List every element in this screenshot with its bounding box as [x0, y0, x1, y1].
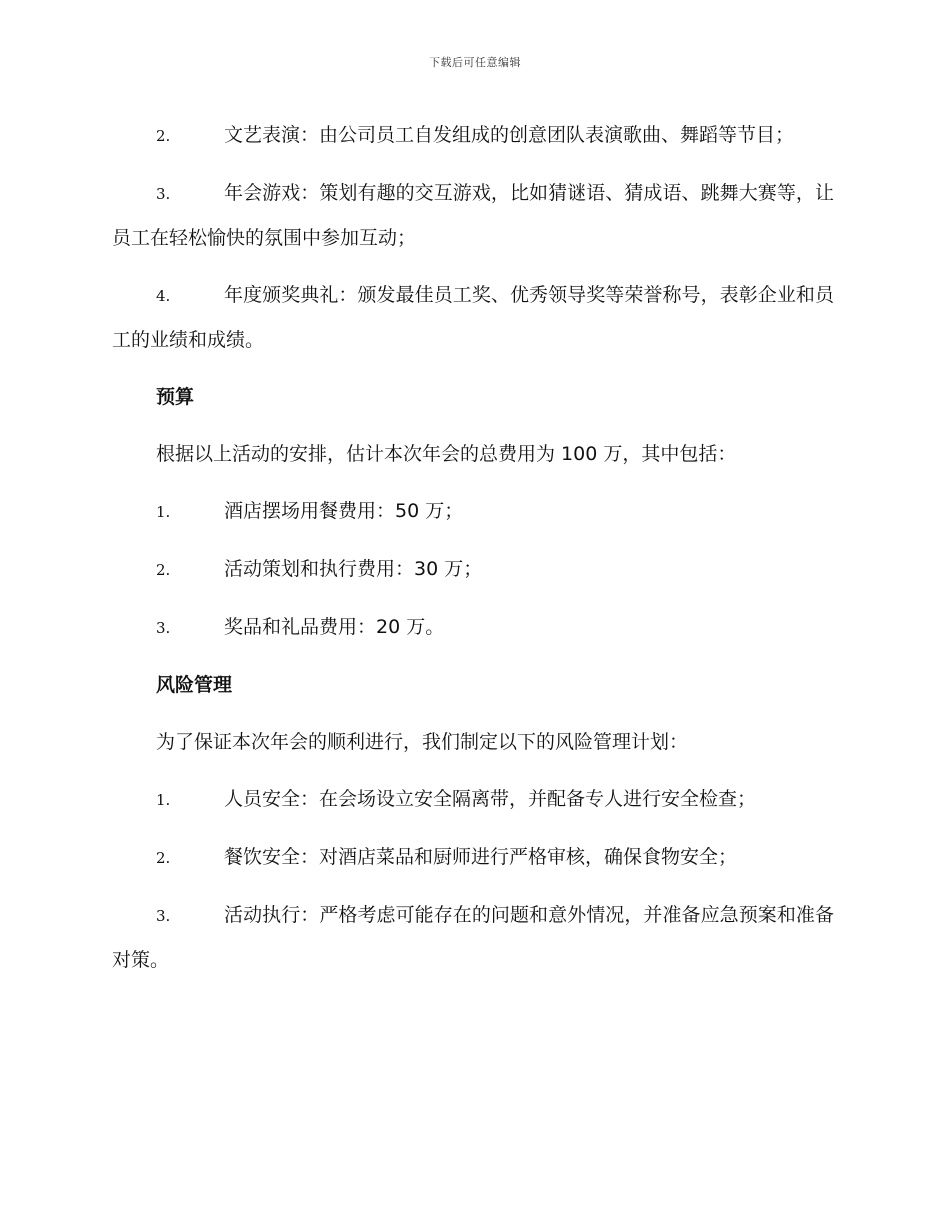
list-item [112, 893, 834, 982]
section-title-risk: 风险管理 [156, 674, 233, 696]
list-text: 餐饮安全：对酒店菜品和厨师进行严格审核，确保食物安全； [224, 846, 738, 868]
list-item [112, 113, 834, 158]
list-number: 4. [156, 287, 171, 305]
list-item [112, 777, 834, 822]
list-number: 2. [156, 849, 171, 867]
list-item [112, 273, 834, 362]
list-text: 酒店摆场用餐费用：50 万； [224, 500, 464, 522]
list-number: 2. [156, 127, 171, 145]
list-item [112, 605, 834, 650]
list-text: 活动执行：严格考虑可能存在的问题和意外情况，并准备应急预案和准备对策。 [112, 904, 834, 971]
list-number: 3. [156, 907, 171, 925]
list-item [112, 547, 834, 592]
list-item [112, 835, 834, 880]
list-text: 年会游戏：策划有趣的交互游戏，比如猜谜语、猜成语、跳舞大赛等，让员工在轻松愉快的氛围中参加互动； [112, 182, 834, 249]
list-item [112, 489, 834, 534]
list-text: 活动策划和执行费用：30 万； [224, 558, 483, 580]
document-body [112, 113, 834, 995]
list-number: 1. [156, 791, 171, 809]
risk-intro: 为了保证本次年会的顺利进行，我们制定以下的风险管理计划： [156, 731, 689, 753]
list-item [112, 171, 834, 260]
section-title-budget: 预算 [156, 386, 195, 408]
page-header: 下载后可任意编辑 [429, 56, 521, 69]
list-number: 3. [156, 185, 171, 203]
list-text: 文艺表演：由公司员工自发组成的创意团队表演歌曲、舞蹈等节目； [224, 124, 795, 146]
list-text: 人员安全：在会场设立安全隔离带，并配备专人进行安全检查； [224, 788, 757, 810]
list-text: 年度颁奖典礼：颁发最佳员工奖、优秀领导奖等荣誉称号，表彰企业和员工的业绩和成绩。 [112, 284, 834, 351]
list-text: 奖品和礼品费用：20 万。 [224, 616, 445, 638]
budget-intro: 根据以上活动的安排，估计本次年会的总费用为 100 万，其中包括： [156, 443, 737, 465]
list-number: 2. [156, 561, 171, 579]
list-number: 1. [156, 503, 171, 521]
list-number: 3. [156, 619, 171, 637]
